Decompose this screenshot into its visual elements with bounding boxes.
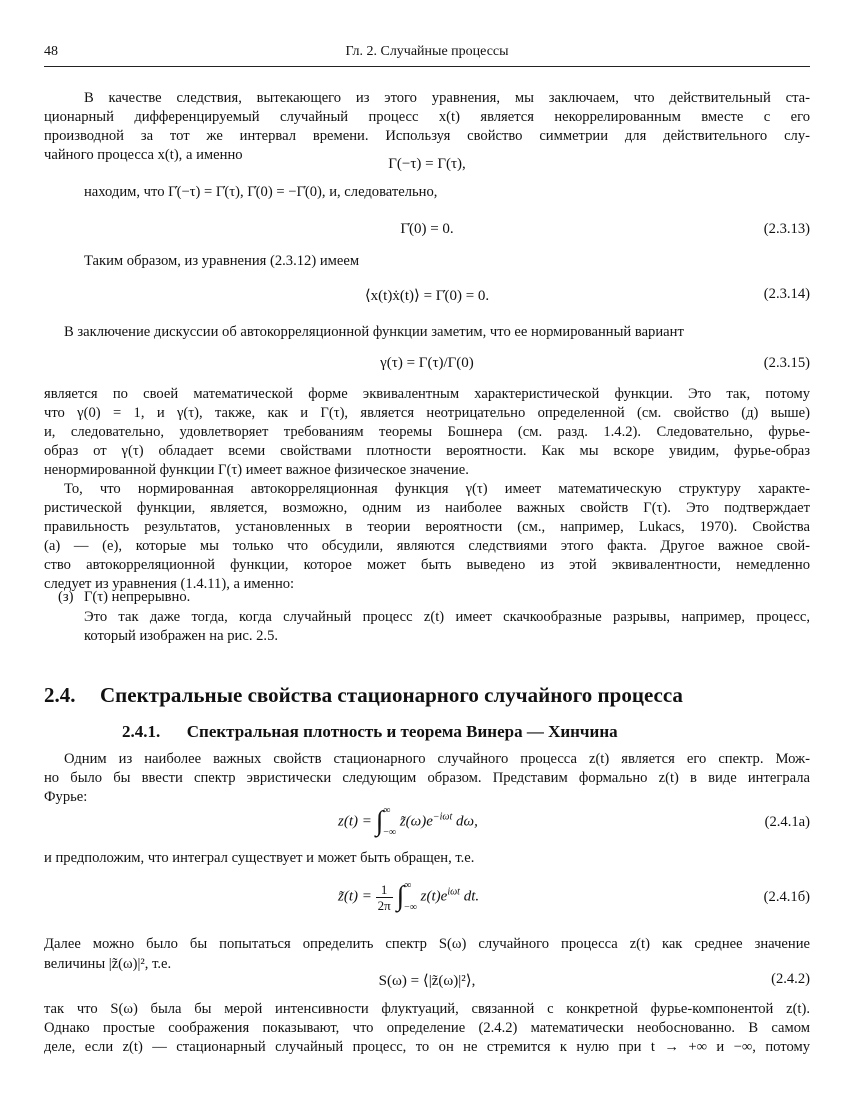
- text-line: так что S(ω) была бы мерой интенсивности флуктуаций, связанной с конкретной фурье-компонентой z(t).: [44, 1001, 810, 1017]
- eq-exponent: −iωt: [432, 811, 453, 823]
- list-item-text: Γ(τ) непрерывно.: [84, 589, 191, 605]
- section-number: 2.4.: [44, 683, 76, 707]
- eq-tail: dt.: [463, 888, 480, 905]
- text-line: Это так даже тогда, когда случайный процесс z(t) имеет скачкообразные разрывы, например, процесс,: [84, 609, 810, 625]
- text-line: который изображен на рис. 2.5.: [84, 628, 279, 644]
- text-line: ристической функции, является, возможно, одним из наиболее важных свойств Γ(τ). Это подтверждает: [44, 500, 810, 516]
- fraction-numerator: 1: [376, 882, 393, 898]
- integral-sign: ∫: [375, 806, 384, 837]
- lower-limit: −∞: [404, 902, 417, 913]
- text-line: находим, что Γ̇(−τ) = Γ̇(τ), Γ̇(0) = −Γ̇(0), и, следовательно,: [84, 184, 438, 200]
- text-line: Таким образом, из уравнения (2.3.12) имеем: [84, 253, 360, 269]
- equation-2-4-2: S(ω) = ⟨|z̃(ω)|²⟩,: [378, 973, 476, 989]
- text-line: деле, если z(t) — стационарный случайный процесс, то он не стремится к нулю при t → +∞ и −∞, потому: [44, 1039, 810, 1055]
- text-line: В заключение дискуссии об автокорреляционной функции заметим, что ее нормированный вариант: [64, 324, 684, 340]
- section-title: Спектральные свойства стационарного случайного процесса: [100, 683, 683, 707]
- subsection-number: 2.4.1.: [122, 722, 161, 741]
- equation-2-3-14: ⟨x(t)ẋ(t)⟩ = Γ̇(0) = 0.: [364, 288, 490, 304]
- equation-number: (2.4.2): [771, 971, 810, 987]
- running-title: Гл. 2. Случайные процессы: [345, 44, 509, 59]
- text-line: В качестве следствия, вытекающего из этого уравнения, мы заключаем, что действительный ста-: [84, 90, 810, 106]
- running-header: [44, 42, 810, 67]
- eq-exponent: iωt: [447, 886, 460, 898]
- text-line: но было бы ввести спектр эвристически следующим образом. Представим формально z(t) в виде интеграла: [44, 770, 810, 786]
- text-line: Одним из наиболее важных свойств стационарного случайного процесса z(t) является его спектр. Мож-: [64, 751, 810, 767]
- text-line: (а) — (е), которые мы только что обсудили, являются следствиями этого факта. Другое важное свой-: [44, 538, 810, 554]
- eq-integrand: z̃(ω)e: [399, 813, 433, 830]
- equation-2-3-13: Γ̇(0) = 0.: [400, 221, 454, 237]
- fraction: [376, 882, 393, 913]
- lower-limit: −∞: [383, 827, 397, 838]
- text-line: чайного процесса x(t), а именно: [44, 147, 243, 163]
- integral-limits: [404, 875, 417, 919]
- text-line: образ от γ(τ) обладает всеми свойствами плотности вероятности. Как мы вскоре увидим, фурье-образ: [44, 443, 810, 459]
- text-line: производной за тот же интервал времени. Используя свойство симметрии для действительного слу-: [44, 128, 810, 144]
- equation-number: (2.3.15): [763, 355, 810, 371]
- text-line: что γ(0) = 1, и γ(τ), также, как и Γ(τ), является неотрицательно определенной (см. свойство (д) выше): [44, 405, 810, 421]
- equation-number: (2.4.1б): [763, 889, 810, 905]
- fraction-denominator: 2π: [377, 897, 391, 913]
- text-line: следует из уравнения (1.4.11), а именно:: [44, 576, 295, 592]
- equation-2-4-1b: [338, 875, 479, 919]
- equation-number: (2.3.14): [763, 286, 810, 302]
- equation-number: (2.3.13): [763, 221, 810, 237]
- text-line: ционарный дифференцируемый случайный процесс x(t) является некоррелированным вместе с его: [44, 109, 810, 125]
- eq-integrand: z(t)e: [420, 888, 448, 905]
- text-line: правильность результатов, установленных в теории вероятности (см., например, Lukacs, 1970). Свойства: [44, 519, 810, 535]
- equation-2-3-15: γ(τ) = Γ(τ)/Γ(0): [380, 355, 474, 371]
- text-line: Однако простые соображения показывают, что определение (2.4.2) математически необоснованно. В самом: [44, 1020, 810, 1036]
- equation-number: (2.4.1а): [764, 814, 810, 830]
- text-line: Фурье:: [44, 789, 88, 805]
- list-item-label: (з): [58, 589, 74, 605]
- text-line: То, что нормированная автокорреляционная функция γ(τ) имеет математическую структуру характе-: [64, 481, 810, 497]
- integral-limits: [383, 800, 396, 844]
- upper-limit: ∞: [404, 880, 412, 891]
- equation-symmetry: Γ(−τ) = Γ(τ),: [388, 156, 466, 172]
- eq-lhs: z̃(t) =: [338, 888, 372, 905]
- text-line: ненормированной функции Γ(τ) имеет важное физическое значение.: [44, 462, 469, 478]
- text-line: величины |z̃(ω)|², т.е.: [44, 956, 172, 972]
- section-heading: [44, 683, 683, 708]
- subsection-title: Спектральная плотность и теорема Винера — Хинчина: [186, 722, 618, 741]
- page-number: 48: [44, 44, 58, 59]
- upper-limit: ∞: [383, 805, 391, 816]
- subsection-heading: [122, 722, 618, 742]
- integral-sign: ∫: [396, 881, 405, 912]
- text-line: ство автокорреляционной функции, которое может быть выведено из этой эквивалентности, немедленно: [44, 557, 810, 573]
- eq-lhs: z(t) =: [338, 813, 372, 830]
- text-line: Далее можно было бы попытаться определить спектр S(ω) случайного процесса z(t) как среднее значение: [44, 936, 810, 952]
- text-line: и предположим, что интеграл существует и может быть обращен, т.е.: [44, 850, 475, 866]
- eq-tail: dω,: [456, 813, 478, 830]
- text-line: является по своей математической форме эквивалентным характеристической функции. Это так, потому: [44, 386, 810, 402]
- equation-2-4-1a: [338, 800, 478, 844]
- text-line: и, следовательно, удовлетворяет требованиям теоремы Бошнера (см. разд. 1.4.2). Следовательно, фурье-: [44, 424, 810, 440]
